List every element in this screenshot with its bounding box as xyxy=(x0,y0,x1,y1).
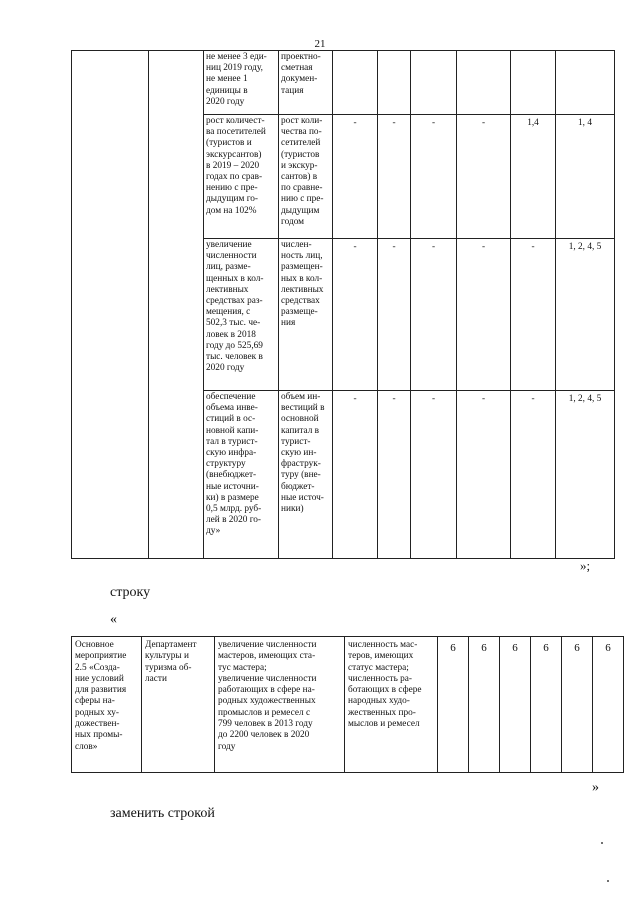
value-cell: 6 xyxy=(531,637,562,773)
value-cell: - xyxy=(411,115,457,239)
table-row xyxy=(72,637,624,773)
value-cell xyxy=(511,51,556,115)
scan-speck xyxy=(601,842,603,844)
value-cell: 6 xyxy=(562,637,593,773)
indicator-cell: числен- ность лиц, размещен- ных в кол- лективных средствах размеще- ния xyxy=(279,239,333,391)
note-cell: 1, 2, 4, 5 xyxy=(556,391,615,559)
note-cell xyxy=(556,51,615,115)
value-cell xyxy=(457,51,511,115)
empty-cell-measure xyxy=(72,51,149,559)
goal-cell: не менее 3 еди- ниц 2019 году, не менее 1 единицы в 2020 году xyxy=(204,51,279,115)
replaced-row-table xyxy=(71,636,624,773)
value-cell: - xyxy=(457,115,511,239)
goal-cell: рост количест- ва посетителей (туристов и экскурсантов) в 2019 – 2020 годах по срав- нению с пре- дыдущим го- дом на 102% xyxy=(204,115,279,239)
value-cell: 6 xyxy=(593,637,624,773)
value-cell xyxy=(378,51,411,115)
goal-cell: увеличение численности лиц, разме- щенных в кол- лективных средствах раз- мещения, с 502,3 тыс. че- ловек в 2018 году до 525,69 тыс. человек в 2020 году xyxy=(204,239,279,391)
value-cell: - xyxy=(333,391,378,559)
value-cell: - xyxy=(411,239,457,391)
program-table-continued xyxy=(71,50,615,559)
table-row xyxy=(72,51,615,115)
note-cell: 1, 4 xyxy=(556,115,615,239)
value-cell: - xyxy=(511,239,556,391)
instruction-text-row: строку xyxy=(110,585,151,600)
page-number: 21 xyxy=(314,38,326,50)
value-cell: 6 xyxy=(469,637,500,773)
empty-cell-executor xyxy=(149,51,204,559)
closing-quote: » xyxy=(592,780,599,795)
value-cell: - xyxy=(333,239,378,391)
value-cell: - xyxy=(378,115,411,239)
value-cell: - xyxy=(457,391,511,559)
scan-speck xyxy=(607,880,609,882)
measure-cell: Основное мероприятие 2.5 «Созда- ние условий для развития сферы на- родных ху- дожествен- ных промы- слов» xyxy=(72,637,142,773)
goal-cell: увеличение численности мастеров, имеющих ста- тус мастера; увеличение численности работающих в сфере на- родных художественных промыслов и ремесел с 799 человек в 2013 году до 2200 человек в 2020 году xyxy=(215,637,345,773)
value-cell: - xyxy=(378,239,411,391)
closing-quote: »; xyxy=(580,558,591,573)
value-cell: - xyxy=(511,391,556,559)
note-cell: 1, 2, 4, 5 xyxy=(556,239,615,391)
instruction-text-replace: заменить строкой xyxy=(110,806,215,821)
opening-quote: « xyxy=(110,612,117,627)
executor-cell: Департамент культуры и туризма об- ласти xyxy=(142,637,215,773)
value-cell xyxy=(333,51,378,115)
indicator-cell: численность мас- теров, имеющих статус мастера; численность ра- ботающих в сфере народных худо- жественных про- мыслов и ремесел xyxy=(345,637,438,773)
goal-cell: обеспечение объема инве- стиций в ос- новной капи- тал в турист- скую инфра- структуру (внебюджет- ные источни- ки) в размере 0,5 млрд. руб- лей в 2020 го- ду» xyxy=(204,391,279,559)
value-cell xyxy=(411,51,457,115)
indicator-cell: проектно- сметная докумен- тация xyxy=(279,51,333,115)
value-cell: 6 xyxy=(438,637,469,773)
value-cell: 6 xyxy=(500,637,531,773)
value-cell: - xyxy=(333,115,378,239)
indicator-cell: рост коли- чества по- сетителей (туристов и экскур- сантов) в по сравне- нию с пре- дыдущим годом xyxy=(279,115,333,239)
indicator-cell: объем ин- вестиций в основной капитал в турист- скую ин- фраструк- туру (вне- бюджет- ные источ- ники) xyxy=(279,391,333,559)
value-cell: - xyxy=(457,239,511,391)
value-cell: 1,4 xyxy=(511,115,556,239)
value-cell: - xyxy=(411,391,457,559)
value-cell: - xyxy=(378,391,411,559)
